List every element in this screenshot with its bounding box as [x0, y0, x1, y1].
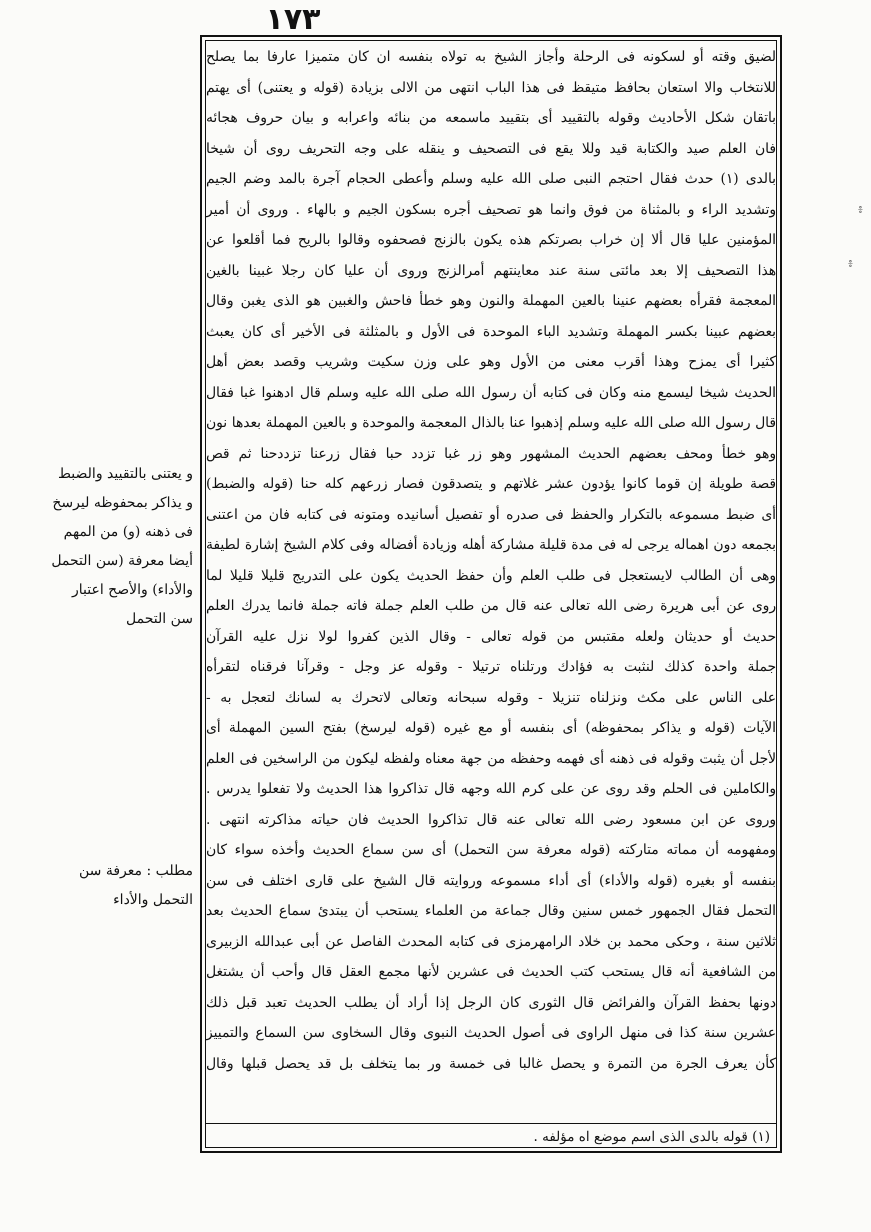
- margin-note-tracking: [8, 460, 193, 634]
- text-line: لأجل أن يثبت وقوله فى ذهنه أى فهمه وحفظه من جهة معناه ولفظه ليكون من الراسخين فى العلم: [206, 750, 776, 767]
- margin-note-line: سن التحمل: [126, 611, 193, 627]
- text-line: عشرين سنة كذا فى منهل الراوى فى أصول الحديث النبوى وقال السخاوى سن السماع والتمييز: [206, 1025, 776, 1041]
- margin-note-line: والأداء) والأصح اعتبار: [72, 582, 193, 598]
- page-number: ١٧٣: [265, 2, 321, 37]
- text-line: وتشديد الراء و بالمثناة من فوق وانما هو تصحيف أجره بسكون الجيم و بالهاء . وروى أن أمير: [206, 201, 776, 218]
- text-line: فان العلم صيد والكتابة قيد وللا يقع فى التصحيف و ينقله على وجه التحريف روى أن شيخا: [206, 140, 776, 157]
- text-line: بنفسه أو بغيره (قوله والأداء) أى أداء مسموعه وروايته قال الشيخ على قارى اختلف فى سن: [206, 872, 776, 889]
- margin-note-line: أيضا معرفة (سن التحمل: [51, 553, 193, 569]
- text-line: بجمعه دون اهماله يرجى له فى مدة قليلة مشاركة أهله وزيادة أفضاله وفى كلام الشيخ إشارة لطيفة: [206, 537, 776, 553]
- text-line: [206, 1079, 776, 1110]
- text-line: والكاملين فى الحلم وقد روى عن على كرم الله وجهه قال تذاكروا هذا الحديث ولا تفعلوا يدرس .: [206, 781, 776, 797]
- main-text-block: [206, 42, 776, 1122]
- text-line: هذا التصحيف إلا بعد مائتى سنة عند معاينتهم أمرالزنج وروى أن عليا كان رجلا غبينا بالغين: [206, 262, 776, 279]
- scan-mark: ៖: [858, 203, 863, 216]
- margin-note-line: و يعتنى بالتقييد والضبط: [58, 466, 193, 482]
- text-line: ثلاثين سنة ، وحكى محمد بن خلاد الرامهرمزى فى كتابه المحدث الفاصل عن أبى عبدالله الزبيرى: [206, 933, 776, 950]
- text-line: ومفهومه أن مماته متاركته (قوله معرفة سن التحمل) أى سن سماع الحديث وأخذه سواء كان: [206, 842, 776, 858]
- margin-note-heading: [8, 857, 193, 915]
- text-line: المؤمنين عليا قال ألا إن خراب بصرتكم هذه يكون بالزنج فصحفوه وقالوا بالريح فما أقلعوا عن: [206, 232, 776, 248]
- text-line: التحمل فقال الجمهور خمس سنين وقال جماعة من العلماء يستحب أن يبتدئ سماع الحديث بعد: [206, 903, 776, 919]
- text-line: على الناس على مكث ونزلناه تنزيلا - وقوله سبحانه وتعالى لاتحرك به لسانك لتعجل به -: [206, 689, 776, 706]
- text-line: كثيرا أى يمزح وهذا أقرب معنى من الأول وهو على وزن سكيت وشريب وقصد بعض أهل: [206, 354, 776, 370]
- text-line: الحديث شيخا ليسمع منه وكان فى كتابه أن رسول الله صلى الله عليه وسلم قال ادهنوا غبا فقال: [206, 384, 776, 401]
- text-line: باتقان شكل الأحاديث وقوله بالتقييد أى بتقييد ماسمعه من بنائه واعرابه و بيان حروف هجائه: [206, 110, 776, 126]
- scan-mark: ៖: [848, 257, 853, 270]
- text-line: دونها بحفظ القرآن والفرائض قال الثورى كان الرجل إذا أراد أن يطلب الحديث تعبد قبل ذلك: [206, 994, 776, 1011]
- text-line: [206, 1110, 776, 1123]
- text-line: قال رسول الله صلى الله عليه وسلم إذهبوا عنا بالذال المعجمة والموحدة و بالعين المهملة بعدها نون: [206, 415, 776, 431]
- text-line: روى عن أبى هريرة رضى الله تعالى عنه قال من طلب العلم جملة فاته جملة فانما يدرك العلم: [206, 598, 776, 614]
- text-line: لضيق وقته أو لسكونه فى الرحلة وأجاز الشيخ به تولاه بنفسه ان كان متميزا عارفا بما يصلح: [206, 49, 776, 65]
- text-line: المعجمة فقرأه بعضهم عنينا بالعين المهملة والنون وهو خطأ فاحش والغبين هو الذى يغبن وقال: [206, 293, 776, 309]
- margin-note-line: و يذاكر بمحفوظه ليرسخ: [52, 495, 193, 511]
- margin-note-line: فى ذهنه (و) من المهم: [63, 524, 193, 540]
- text-line: وروى عن ابن مسعود رضى الله تعالى عنه قال تذاكروا الحديث فان حياته مذاكرته انتهى .: [206, 811, 776, 828]
- text-line: قصة طويلة إن قوما كانوا يؤدون عشر غلاتهم و يتصدقون فصار زرعهم كله حنا (قوله والضبط): [206, 476, 776, 492]
- text-line: بعضهم عبينا بكسر المهملة وتشديد الباء الموحدة فى الأول و بالمثلثة فى الأخير أى كان يعبث: [206, 323, 776, 340]
- text-line: للانتخاب والا استعان بحافظ متيقظ فى هذا الباب انتهى من الالى بزيادة (قوله و يعتنى) أى يهتم: [206, 79, 776, 96]
- text-line: كأن يعرف الجرة من التمرة و يحصل غالبا فى خمسة ور بما يتخلف بل قد يحصل قبلها وقال: [206, 1055, 776, 1072]
- text-line: حديث أو حديثان ولعله مقتبس من قوله تعالى - وقال الذين كفروا لولا نزل عليه القرآن: [206, 628, 776, 645]
- text-line: جملة واحدة كذلك لنثبت به فؤادك ورتلناه ترتيلا - وقوله عز وجل - وقرآنا فرقناه لتقرأه: [206, 659, 776, 675]
- text-line: وهى أن الطالب لايستعجل فى طلب العلم وأن حفظ الحديث يكون على التدريج قليلا قليلا لما: [206, 567, 776, 584]
- text-line: من الشافعية أنه قال يستحب كتب الحديث فى عشرين لأنها مجمع العقل قال وأحب أن يشتغل: [206, 964, 776, 980]
- text-line: الآيات (قوله و يذاكر بمحفوظه) أى بنفسه أو مع غيره (قوله ليرسخ) بفتح السين المهملة أى: [206, 720, 776, 736]
- margin-note-line: التحمل والأداء: [113, 892, 193, 908]
- text-line: وهو خطأ ومحف بعضهم الحديث المشهور وهو زر غبا تزدد حبا فقال زرعنا تزددحنا ثم قص: [206, 445, 776, 462]
- text-line: أى ضبط مسموعه بالتكرار والحفظ فى صدره أو تفصيل أسانيده ومتونه فى كتابه فان من اعتنى: [206, 506, 776, 523]
- text-line: بالدى (١) حدث فقال احتجم النبى صلى الله عليه وسلم وأعطى الحجام آجرة بالمد وضم الجيم: [206, 171, 776, 187]
- margin-note-line: مطلب : معرفة سن: [79, 863, 193, 879]
- footnote: (١) قوله بالدى الذى اسم موضع اه مؤلفه .: [206, 1123, 776, 1149]
